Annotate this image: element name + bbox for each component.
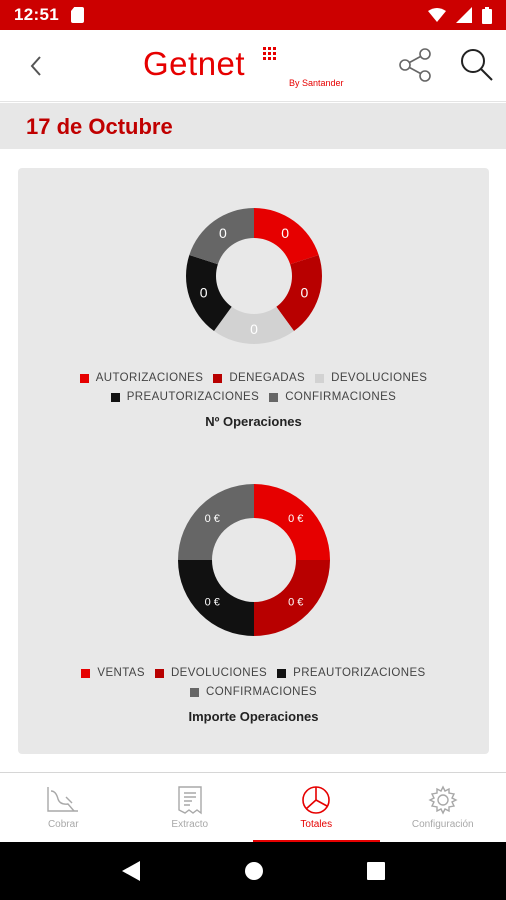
date-header	[0, 103, 506, 149]
app-bar	[0, 30, 506, 102]
gear-icon	[428, 785, 458, 815]
importe-legend	[18, 667, 489, 705]
wifi-icon	[428, 8, 446, 22]
legend-item-ventas: VENTAS	[81, 667, 145, 679]
cobrar-icon	[46, 785, 80, 815]
operaciones-legend	[18, 372, 489, 410]
donut-slice-label: 0	[300, 284, 309, 301]
signal-icon	[456, 7, 472, 23]
logo-dots-icon	[263, 47, 277, 61]
pie-chart-icon	[300, 785, 332, 815]
legend-item-devoluciones: DEVOLUCIONES	[155, 667, 267, 679]
donut-slice-label: 0	[199, 284, 208, 301]
getnet-logo	[143, 44, 344, 88]
receipt-icon	[176, 785, 204, 815]
recents-square-icon[interactable]	[367, 862, 385, 880]
content	[0, 149, 506, 772]
operaciones-chart-title: Nº Operaciones	[205, 414, 302, 429]
share-icon	[396, 46, 434, 84]
donut-slice-label: 0 €	[204, 596, 220, 609]
date-title: 17 de Octubre	[26, 114, 173, 139]
legend-item-preautorizaciones: PREAUTORIZACIONES	[277, 667, 425, 679]
logo-text: Getnet	[143, 45, 246, 82]
battery-icon	[482, 7, 492, 24]
legend-item-denegadas: DENEGADAS	[213, 372, 305, 384]
donut-slice-label: 0	[250, 320, 258, 337]
logo-subtitle: By Santander	[289, 78, 344, 88]
back-triangle-icon[interactable]	[121, 860, 141, 882]
nav-label-cobrar: Cobrar	[47, 819, 79, 830]
share-button[interactable]	[396, 46, 434, 84]
nav-item-extracto[interactable]	[127, 773, 254, 843]
nav-item-totales[interactable]	[253, 773, 380, 843]
nav-label-extracto: Extracto	[171, 819, 209, 830]
search-button[interactable]	[458, 46, 496, 84]
donut-slice-label: 0	[281, 225, 290, 242]
chevron-left-icon	[29, 55, 43, 77]
home-circle-icon[interactable]	[244, 861, 264, 881]
system-navigation-bar	[0, 842, 506, 900]
importe-chart-title: Importe Operaciones	[188, 709, 319, 724]
nav-label-totales: Totales	[300, 819, 333, 830]
back-button[interactable]	[18, 48, 54, 84]
donut-slice-label: 0 €	[288, 596, 304, 609]
status-time: 12:51	[14, 5, 59, 24]
nav-item-cobrar[interactable]	[0, 773, 127, 843]
search-icon	[458, 46, 496, 84]
nav-item-configuracion[interactable]	[380, 773, 506, 843]
status-bar	[0, 0, 506, 30]
legend-item-confirmaciones: CONFIRMACIONES	[190, 686, 317, 698]
importe-donut-chart	[177, 483, 331, 637]
operaciones-donut-chart	[184, 206, 324, 346]
donut-slice-label: 0	[218, 225, 227, 242]
legend-item-devoluciones: DEVOLUCIONES	[315, 372, 427, 384]
donut-slice-label: 0 €	[288, 513, 304, 526]
legend-item-confirmaciones: CONFIRMACIONES	[269, 391, 396, 403]
status-icons	[428, 7, 492, 24]
donut-slice-label: 0 €	[204, 513, 220, 526]
legend-item-preautorizaciones: PREAUTORIZACIONES	[111, 391, 259, 403]
totals-card	[18, 168, 489, 754]
sd-card-icon	[71, 7, 84, 23]
bottom-navigation	[0, 772, 506, 842]
nav-label-configuracion: Configuración	[411, 819, 474, 830]
legend-item-autorizaciones: AUTORIZACIONES	[80, 372, 204, 384]
